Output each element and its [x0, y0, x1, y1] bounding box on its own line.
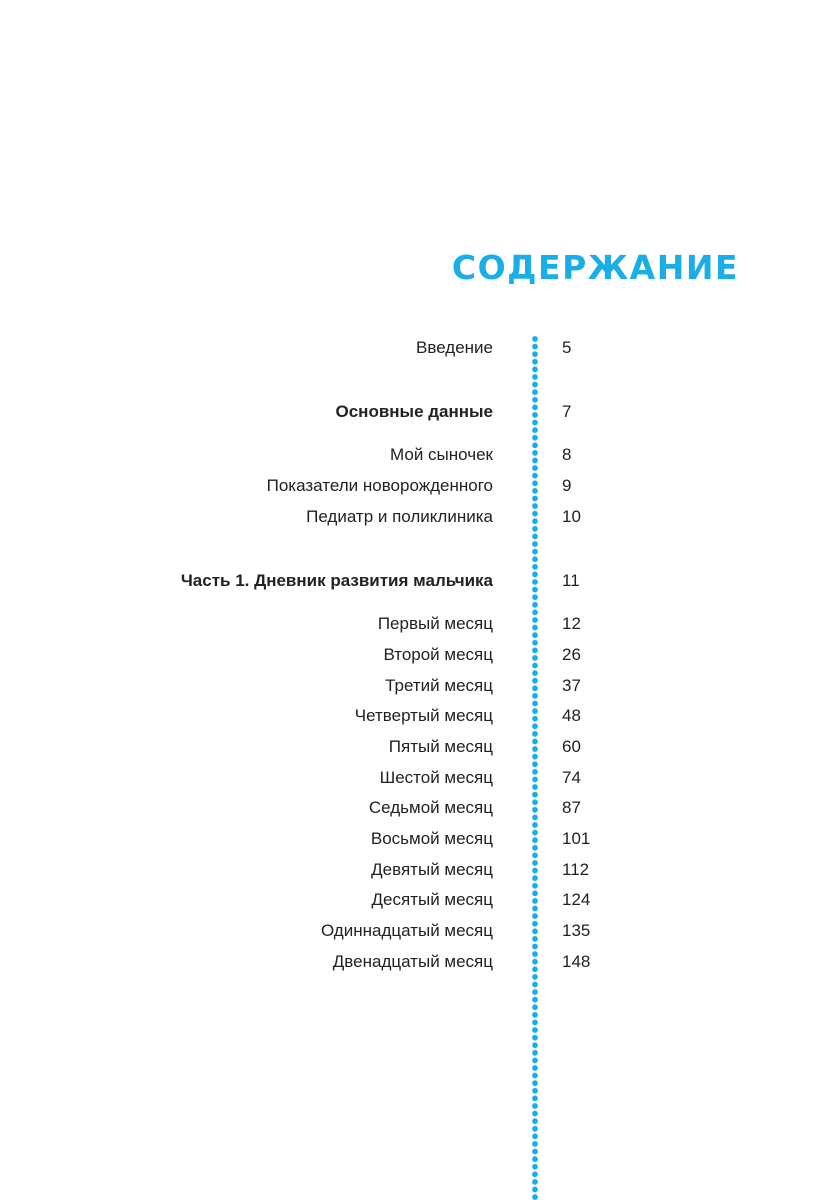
- toc-entry-month-8[interactable]: [0, 826, 817, 852]
- toc-entry-page: 5: [562, 338, 572, 357]
- toc-entry-page: 112: [562, 860, 590, 879]
- toc-entry-month-11[interactable]: [0, 918, 817, 944]
- toc-entry-title: Четвертый месяц: [354, 706, 493, 725]
- toc-entry-newborn-indicators[interactable]: [0, 473, 817, 499]
- toc-entry-title: Показатели новорожденного: [266, 476, 493, 495]
- toc-entry-page: 26: [562, 645, 581, 664]
- toc-entry-title: Шестой месяц: [379, 768, 493, 787]
- toc-entry-month-12[interactable]: [0, 949, 817, 975]
- toc-entry-month-3[interactable]: [0, 673, 817, 699]
- toc-entry-page: 8: [562, 445, 572, 464]
- toc-entry-page: 124: [562, 890, 591, 909]
- toc-entry-page: 135: [562, 921, 591, 940]
- page-title: СОДЕРЖАНИЕ: [451, 248, 739, 287]
- toc-entry-month-1[interactable]: [0, 611, 817, 637]
- toc-entry-month-9[interactable]: [0, 857, 817, 883]
- toc-entry-page: 74: [562, 768, 581, 787]
- toc-entry-introduction[interactable]: [0, 335, 817, 361]
- toc-entry-title: Третий месяц: [385, 676, 493, 695]
- toc-entry-title: Одиннадцатый месяц: [320, 921, 493, 940]
- toc-entry-page: 37: [562, 676, 581, 695]
- toc-entry-title: Восьмой месяц: [370, 829, 493, 848]
- toc-entry-month-5[interactable]: [0, 734, 817, 760]
- toc-entry-month-4[interactable]: [0, 703, 817, 729]
- toc-entry-page: 60: [562, 737, 581, 756]
- toc-entry-pediatrician[interactable]: [0, 504, 817, 530]
- toc-entry-title: Девятый месяц: [371, 860, 493, 879]
- toc-entry-title: Двенадцатый месяц: [332, 952, 493, 971]
- toc-entry-page: 148: [562, 952, 591, 971]
- toc-entry-page: 87: [562, 798, 581, 817]
- toc-entry-month-10[interactable]: [0, 887, 817, 913]
- toc-entry-title: Педиатр и поликлиника: [306, 507, 493, 526]
- toc-section-part-1[interactable]: [0, 568, 817, 594]
- toc-entry-title: Десятый месяц: [371, 890, 493, 909]
- toc-entry-month-2[interactable]: [0, 642, 817, 668]
- toc-entry-title: Основные данные: [335, 402, 493, 421]
- toc-entry-title: Введение: [416, 338, 493, 357]
- toc-entry-my-son[interactable]: [0, 442, 817, 468]
- toc-entry-title: Часть 1. Дневник развития мальчика: [180, 571, 493, 590]
- toc-section-basic-data[interactable]: [0, 399, 817, 425]
- toc-entry-page: 10: [562, 507, 581, 526]
- toc-entry-page: 9: [562, 476, 572, 495]
- toc-entry-title: Первый месяц: [377, 614, 493, 633]
- toc-entry-month-7[interactable]: [0, 795, 817, 821]
- toc-entry-month-6[interactable]: [0, 765, 817, 791]
- toc-entry-page: 7: [562, 402, 572, 421]
- toc-entry-page: 101: [562, 829, 591, 848]
- toc-entry-page: 12: [562, 614, 581, 633]
- toc-entry-title: Седьмой месяц: [368, 798, 493, 817]
- toc-entry-page: 48: [562, 706, 581, 725]
- toc-entry-title: Пятый месяц: [388, 737, 493, 756]
- toc-entry-page: 11: [562, 571, 580, 590]
- toc-entry-title: Второй месяц: [383, 645, 493, 664]
- toc-entry-title: Мой сыночек: [390, 445, 493, 464]
